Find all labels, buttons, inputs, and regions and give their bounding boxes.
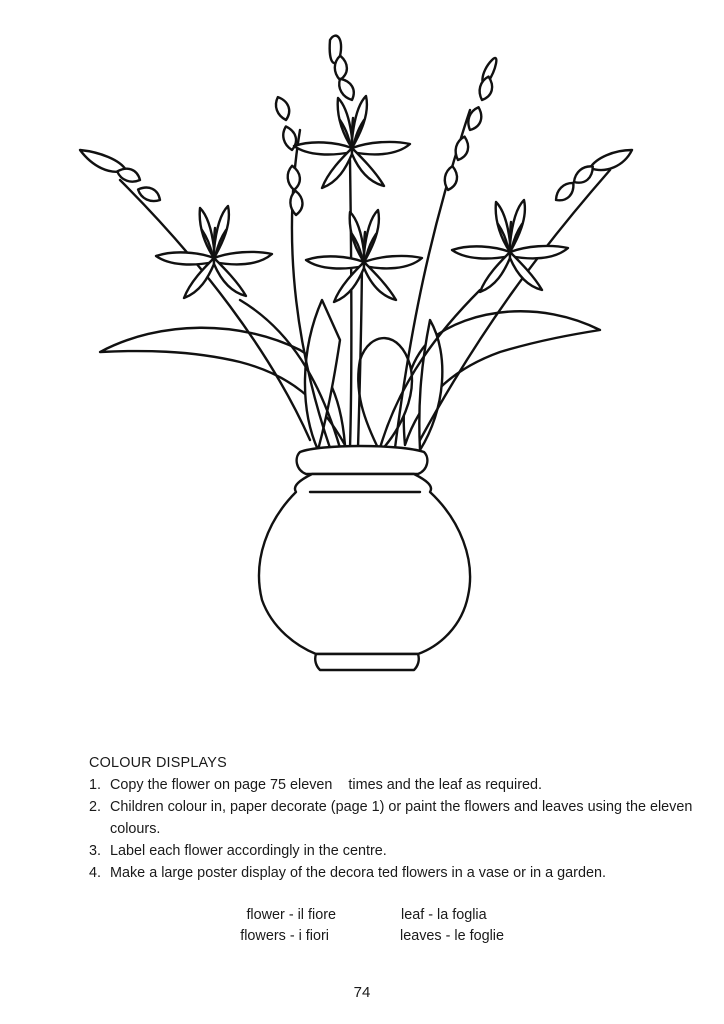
vocabulary-singular-flower: flower - il fiore: [246, 907, 336, 923]
instruction-text: Make a large poster display of the decora ted flowers in a vase or in a garden.: [110, 865, 606, 881]
vocabulary-plural-leaves: leaves - le foglie: [400, 928, 504, 944]
instruction-number: 3.: [89, 843, 102, 859]
instruction-number: 1.: [89, 777, 102, 793]
page-number: 74: [353, 984, 371, 1001]
instruction-text: Children colour in, paper decorate (page 1) or paint the flowers and leaves using the eleven colours.: [110, 799, 693, 837]
instruction-text: Copy the flower on page 75 eleven times and the leaf as required.: [110, 777, 542, 793]
instructions-heading: COLOUR DISPLAYS: [89, 755, 227, 771]
instruction-item: [89, 840, 709, 862]
vocabulary-block: [0, 905, 724, 947]
instruction-item: [89, 862, 709, 884]
instruction-item: [89, 796, 709, 840]
instruction-text: Label each flower accordingly in the centre.: [110, 843, 387, 859]
instruction-item: [89, 774, 709, 796]
instructions-list: [89, 774, 709, 884]
vocabulary-singular-leaf: leaf - la foglia: [401, 907, 487, 923]
vocabulary-row: [0, 905, 724, 926]
flower-blooms: [156, 96, 568, 302]
vocabulary-row: [0, 926, 724, 947]
instruction-number: 2.: [89, 799, 102, 815]
vocabulary-plural-flowers: flowers - i fiori: [240, 928, 329, 944]
instruction-number: 4.: [89, 865, 102, 881]
vase: [259, 446, 470, 670]
instructions-block: [89, 752, 709, 884]
